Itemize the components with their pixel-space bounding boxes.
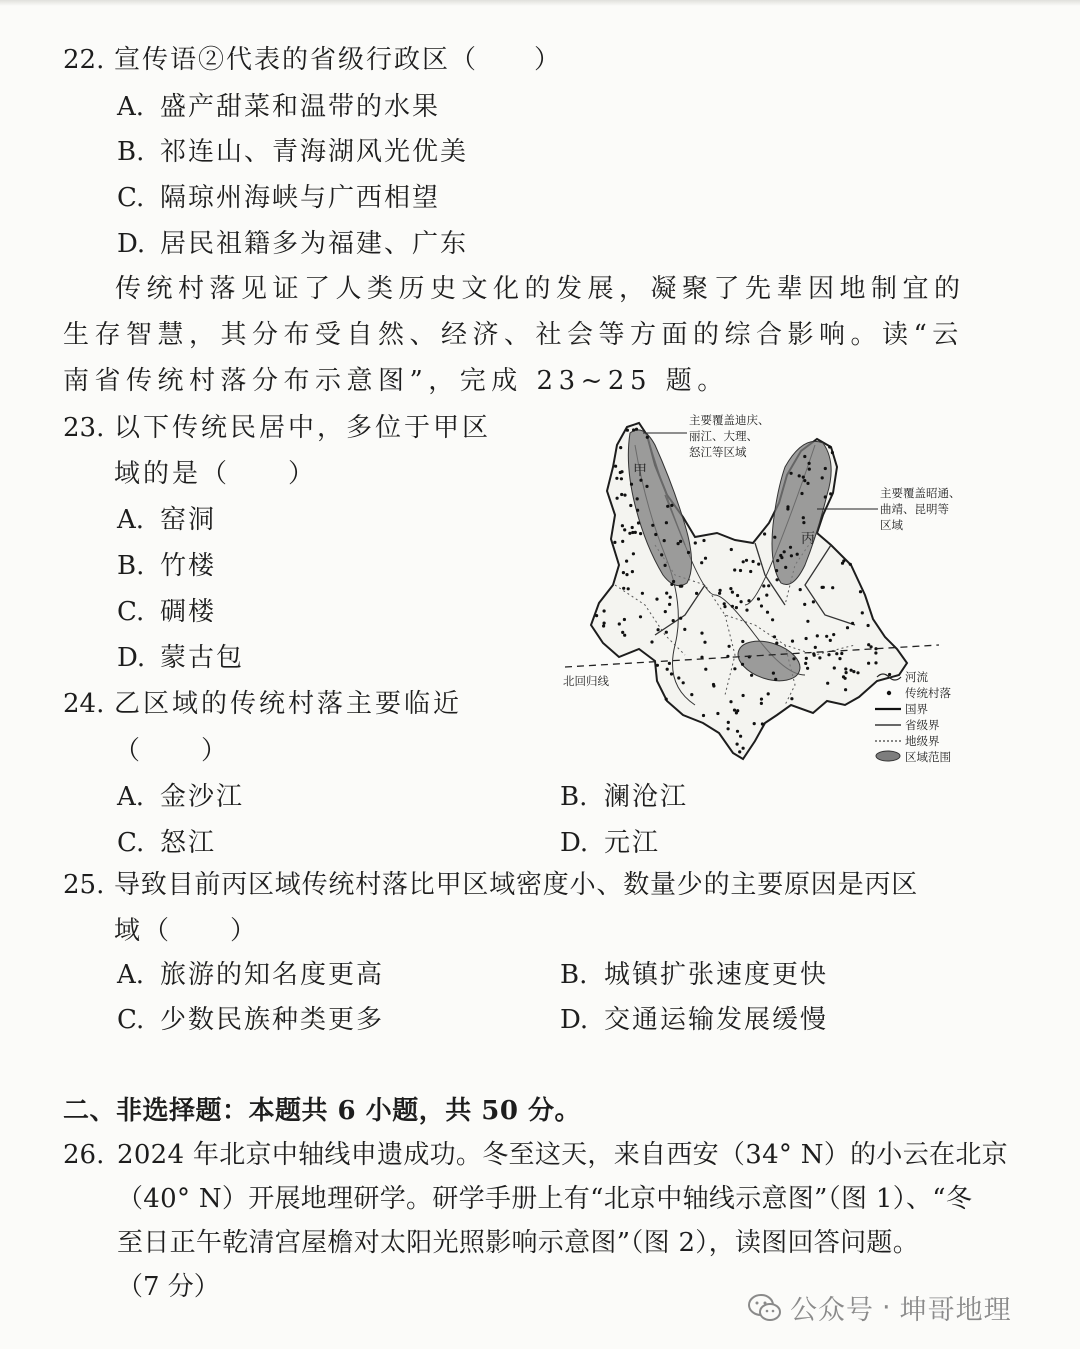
q25-option-c: 少数民族种类更多 — [160, 1005, 385, 1035]
village-dot — [802, 521, 805, 524]
jia-note-line1: 主要覆盖迪庆、 — [689, 413, 770, 427]
village-dot — [672, 619, 675, 622]
village-dot — [615, 477, 618, 480]
village-dot — [775, 569, 778, 572]
village-dot — [796, 553, 799, 556]
village-dot — [727, 721, 730, 724]
village-dot — [827, 653, 830, 656]
village-dot — [637, 521, 640, 524]
village-dot — [774, 678, 777, 681]
village-dot — [663, 539, 666, 542]
village-dot — [742, 694, 745, 697]
village-dot — [838, 657, 841, 660]
village-dot — [798, 474, 801, 477]
village-dot — [719, 589, 722, 592]
village-dot — [727, 727, 730, 730]
village-dot — [677, 542, 680, 545]
village-dot — [682, 681, 685, 684]
q23-option-b-label: B. — [117, 551, 145, 581]
village-dot — [665, 521, 668, 524]
village-dot — [757, 597, 760, 600]
q23-option-b: 竹楼 — [160, 551, 217, 581]
village-dot — [620, 477, 623, 480]
village-dot — [735, 606, 738, 609]
village-dot — [679, 617, 682, 620]
q24-stem-line1: 乙区域的传统村落主要临近 — [114, 689, 463, 719]
village-dot — [679, 585, 682, 588]
village-dot — [655, 598, 658, 601]
village-dot — [677, 676, 680, 679]
village-dot — [636, 497, 639, 500]
village-dot — [731, 605, 734, 608]
village-dot — [635, 428, 638, 431]
village-dot — [825, 635, 828, 638]
village-dot — [790, 697, 793, 700]
village-dot — [704, 668, 707, 671]
village-dot — [760, 604, 763, 607]
village-dot — [859, 590, 862, 593]
village-dot — [806, 482, 809, 485]
q24-option-a: 金沙江 — [160, 782, 245, 812]
village-dot — [835, 652, 838, 655]
village-dot — [687, 551, 690, 554]
q26-line3: 至日正午乾清宫屋檐对太阳光照影响示意图”（图 2），读图回答问题。 — [117, 1228, 919, 1258]
q22-option-a-label: A. — [117, 92, 145, 122]
q25-stem-line2: 域（ ） — [114, 916, 260, 946]
village-dot — [814, 646, 817, 649]
q23-option-a: 窑洞 — [160, 505, 217, 535]
village-dot — [861, 611, 864, 614]
village-dot — [773, 635, 776, 638]
q25-option-a-label: A. — [117, 960, 145, 990]
village-dot — [619, 446, 622, 449]
village-dot — [668, 662, 671, 665]
q24-option-a-label: A. — [117, 782, 145, 812]
village-dot — [742, 560, 745, 563]
village-dot — [828, 445, 831, 448]
q25-option-b: 城镇扩张速度更快 — [604, 960, 829, 990]
village-dot — [672, 580, 675, 583]
village-dot — [771, 618, 774, 621]
q24-option-c: 怒江 — [160, 828, 217, 858]
village-dot — [679, 540, 682, 543]
village-dot — [665, 698, 668, 701]
village-dot — [740, 600, 743, 603]
village-dot — [666, 505, 669, 508]
village-dot — [745, 559, 748, 562]
legend-region: 区域范围 — [905, 750, 951, 764]
village-dot — [747, 599, 750, 602]
village-dot — [595, 614, 598, 617]
village-dot — [805, 657, 808, 660]
village-dot — [657, 628, 660, 631]
village-dot — [627, 587, 630, 590]
village-dot — [651, 524, 654, 527]
wechat-icon — [748, 1293, 782, 1323]
village-dot — [669, 596, 672, 599]
village-dot — [664, 610, 667, 613]
village-dot — [654, 533, 657, 536]
village-dot — [614, 465, 617, 468]
village-dot — [700, 632, 703, 635]
village-dot — [741, 663, 744, 666]
q23-option-d-label: D. — [117, 643, 146, 673]
q25-option-c-label: C. — [117, 1005, 145, 1035]
village-dot — [736, 743, 739, 746]
village-dot — [856, 671, 859, 674]
village-dot — [790, 472, 793, 475]
village-dot — [804, 662, 807, 665]
village-dot — [632, 428, 635, 431]
village-dot — [621, 540, 624, 543]
region-jia-label: 甲 — [633, 463, 647, 479]
village-dot — [623, 528, 626, 531]
village-dot — [851, 622, 854, 625]
jia-note-line3: 怒江等区域 — [689, 445, 747, 459]
village-dot — [822, 586, 825, 589]
q26-number: 26. — [63, 1140, 105, 1170]
village-dot — [665, 631, 668, 634]
map-legend — [875, 670, 951, 764]
village-dot — [800, 492, 803, 495]
q24-option-b: 澜沧江 — [604, 782, 689, 812]
village-dot — [802, 476, 805, 479]
q22-option-d: 居民祖籍多为福建、广东 — [160, 229, 469, 259]
q25-option-b-label: B. — [560, 960, 588, 990]
q22-stem: 宣传语②代表的省级行政区（ ） — [114, 45, 563, 75]
village-dot — [603, 609, 606, 612]
region-bing-label: 丙 — [801, 531, 815, 547]
village-dot — [736, 709, 739, 712]
village-dot — [831, 451, 834, 454]
village-dot — [775, 642, 778, 645]
village-dot — [867, 643, 870, 646]
village-dot — [773, 536, 776, 539]
village-dot — [803, 603, 806, 606]
q23-option-a-label: A. — [117, 505, 145, 535]
village-dot — [867, 662, 870, 665]
village-dot — [702, 539, 705, 542]
q23-number: 23. — [63, 413, 105, 443]
village-dot — [832, 633, 835, 636]
village-dot — [776, 578, 779, 581]
village-dot — [767, 584, 770, 587]
section-2-heading: 二、非选择题：本题共 6 小题，共 50 分。 — [63, 1096, 581, 1126]
village-dot — [723, 602, 726, 605]
scan-edge — [0, 0, 1080, 6]
village-dot — [704, 557, 707, 560]
q22-option-c: 隔琼州海峡与广西相望 — [160, 183, 441, 213]
q25-stem-line1: 导致目前丙区域传统村落比甲区域密度小、数量少的主要原因是丙区 — [114, 870, 919, 900]
q23-stem-line1: 以下传统民居中，多位于甲区 — [114, 413, 492, 443]
village-dot — [783, 550, 786, 553]
q25-option-a: 旅游的知名度更高 — [160, 960, 385, 990]
village-dot — [818, 656, 821, 659]
q24-option-d: 元江 — [604, 828, 661, 858]
village-dot — [840, 652, 843, 655]
legend-region-symbol — [876, 751, 900, 761]
q23-option-c-label: C. — [117, 597, 145, 627]
village-dot — [784, 566, 787, 569]
q22-number: 22. — [63, 45, 105, 75]
village-dot — [870, 645, 873, 648]
village-dot — [730, 548, 733, 551]
village-dot — [852, 670, 855, 673]
q26-line2: （40° N）开展地理研学。研学手册上有“北京中轴线示意图”（图 1）、“冬 — [117, 1184, 973, 1214]
village-dot — [670, 583, 673, 586]
village-dot — [776, 559, 779, 562]
village-dot — [761, 722, 764, 725]
village-dot — [760, 702, 763, 705]
village-dot — [745, 609, 748, 612]
village-dot — [690, 693, 693, 696]
legend-river: 河流 — [905, 670, 928, 684]
village-dot — [831, 586, 834, 589]
village-dot — [760, 698, 763, 701]
village-dot — [625, 560, 628, 563]
village-dot — [850, 669, 853, 672]
q23-option-d: 蒙古包 — [160, 643, 245, 673]
village-dot — [619, 471, 622, 474]
village-dot — [752, 560, 755, 563]
village-dot — [729, 700, 732, 703]
village-dot — [833, 666, 836, 669]
q24-option-b-label: B. — [560, 782, 588, 812]
village-dot — [816, 634, 819, 637]
legend-prefecture-border: 地级界 — [905, 734, 940, 748]
village-dot — [660, 553, 663, 556]
village-dot — [630, 483, 633, 486]
village-dot — [650, 640, 653, 643]
village-dot — [806, 620, 809, 623]
village-dot — [845, 671, 848, 674]
village-dot — [646, 436, 649, 439]
village-dot — [812, 600, 815, 603]
village-dot — [738, 750, 741, 753]
village-dot — [844, 667, 847, 670]
village-dot — [623, 634, 626, 637]
village-dot — [625, 573, 628, 576]
yunnan-village-map — [555, 405, 985, 775]
q25-option-d: 交通运输发展缓慢 — [604, 1005, 829, 1035]
village-dot — [602, 624, 605, 627]
jia-note-line2: 丽江、大理、 — [689, 429, 758, 443]
village-dot — [812, 652, 815, 655]
village-dot — [849, 563, 852, 566]
village-dot — [636, 509, 639, 512]
village-dot — [799, 588, 802, 591]
village-dot — [703, 641, 706, 644]
bing-note-line3: 区域 — [880, 518, 903, 532]
village-dot — [664, 564, 667, 567]
village-dot — [626, 429, 629, 432]
q26-line1: 2024 年北京中轴线申遗成功。冬至这天，来自西安（34° N）的小云在北京 — [117, 1140, 1008, 1170]
village-dot — [695, 592, 698, 595]
q24-option-c-label: C. — [117, 828, 145, 858]
q22-option-c-label: C. — [117, 183, 145, 213]
village-dot — [874, 661, 877, 664]
village-dot — [763, 532, 766, 535]
village-dot — [621, 631, 624, 634]
village-dot — [656, 664, 659, 667]
legend-province-border: 省级界 — [905, 718, 940, 732]
watermark — [748, 1288, 1012, 1327]
village-dot — [792, 657, 795, 660]
village-dot — [639, 479, 642, 482]
village-dot — [641, 592, 644, 595]
village-dot — [846, 626, 849, 629]
q22-option-d-label: D. — [117, 229, 146, 259]
village-dot — [844, 677, 847, 680]
village-dot — [712, 683, 715, 686]
village-dot — [631, 570, 634, 573]
village-dot — [791, 640, 794, 643]
village-dot — [694, 541, 697, 544]
village-dot — [742, 747, 745, 750]
village-dot — [829, 639, 832, 642]
village-dot — [803, 479, 806, 482]
legend-village: 传统村落 — [905, 686, 951, 700]
village-dot — [670, 672, 673, 675]
village-dot — [620, 493, 623, 496]
village-dot — [718, 592, 721, 595]
village-dot — [716, 712, 719, 715]
village-dot — [779, 554, 782, 557]
watermark-channel: 公众号 — [790, 1295, 874, 1326]
legend-village-symbol — [887, 691, 891, 695]
village-dot — [786, 507, 789, 510]
village-dot — [702, 714, 705, 717]
village-dot — [867, 624, 870, 627]
bing-note-line2: 曲靖、昆明等 — [880, 502, 949, 516]
q22-option-b: 祁连山、青海湖风光优美 — [160, 137, 469, 167]
village-dot — [729, 587, 732, 590]
village-dot — [670, 504, 673, 507]
village-dot — [750, 674, 753, 677]
village-dot — [803, 455, 806, 458]
village-dot — [623, 618, 626, 621]
village-dot — [623, 494, 626, 497]
village-dot — [826, 682, 829, 685]
village-dot — [765, 594, 768, 597]
village-dot — [631, 526, 634, 529]
village-dot — [618, 622, 621, 625]
village-dot — [821, 476, 824, 479]
village-dot — [733, 667, 736, 670]
q23-option-c: 碉楼 — [160, 597, 217, 627]
village-dot — [613, 541, 616, 544]
village-dot — [829, 492, 832, 495]
intro-paragraph: 传统村落见证了人类历史文化的发展，凝聚了先辈因地制宜的生存智慧，其分布受自然、经济、社会等方面的综合影响。读“云南省传统村落分布示意图”，完成 23~25 题。 — [63, 274, 966, 396]
village-dot — [629, 504, 632, 507]
q25-number: 25. — [63, 870, 105, 900]
village-dot — [736, 594, 739, 597]
village-dot — [666, 668, 669, 671]
village-dot — [772, 672, 775, 675]
tropic-label: 北回归线 — [563, 674, 609, 688]
village-dot — [802, 516, 805, 519]
q24-number: 24. — [63, 689, 105, 719]
village-dot — [874, 651, 877, 654]
village-dot — [634, 531, 637, 534]
q24-stem-line2: （ ） — [114, 736, 231, 766]
village-dot — [766, 611, 769, 614]
village-dot — [762, 584, 765, 587]
village-dot — [888, 673, 891, 676]
q22-option-a: 盛产甜菜和温带的水果 — [160, 92, 441, 122]
village-dot — [749, 570, 752, 573]
village-dot — [728, 645, 731, 648]
village-dot — [628, 532, 631, 535]
village-dot — [808, 468, 811, 471]
village-dot — [806, 667, 809, 670]
village-dot — [731, 591, 734, 594]
bing-note-line1: 主要覆盖昭通、 — [880, 486, 961, 500]
village-dot — [789, 546, 792, 549]
village-dot — [621, 524, 624, 527]
village-dot — [668, 603, 671, 606]
q23-stem-line2: 域的是（ ） — [114, 459, 318, 489]
village-dot — [733, 568, 736, 571]
village-dot — [603, 622, 606, 625]
village-dot — [824, 467, 827, 470]
village-dot — [632, 552, 635, 555]
village-dot — [767, 692, 770, 695]
village-dot — [622, 571, 625, 574]
village-dot — [639, 615, 642, 618]
q24-option-d-label: D. — [560, 828, 589, 858]
village-dot — [790, 554, 793, 557]
legend-national-border: 国界 — [905, 702, 928, 716]
village-dot — [739, 569, 742, 572]
village-dot — [622, 587, 625, 590]
village-dot — [757, 563, 760, 566]
village-dot — [805, 637, 808, 640]
q22-option-b-label: B. — [117, 137, 145, 167]
watermark-name: 坤哥地理 — [899, 1295, 1012, 1326]
q26-line4: （7 分） — [117, 1272, 220, 1302]
village-dot — [733, 709, 736, 712]
q25-option-d-label: D. — [560, 1005, 589, 1035]
village-dot — [824, 495, 827, 498]
village-dot — [665, 592, 668, 595]
village-dot — [616, 497, 619, 500]
village-dot — [808, 462, 811, 465]
village-dot — [736, 730, 739, 733]
village-dot — [841, 562, 844, 565]
village-dot — [753, 722, 756, 725]
village-dot — [741, 640, 744, 643]
village-dot — [739, 735, 742, 738]
watermark-dot: · — [882, 1292, 892, 1323]
village-dot — [723, 605, 726, 608]
village-dot — [683, 628, 686, 631]
village-dot — [700, 561, 703, 564]
village-dot — [844, 688, 847, 691]
village-dot — [639, 532, 642, 535]
village-dot — [645, 485, 648, 488]
